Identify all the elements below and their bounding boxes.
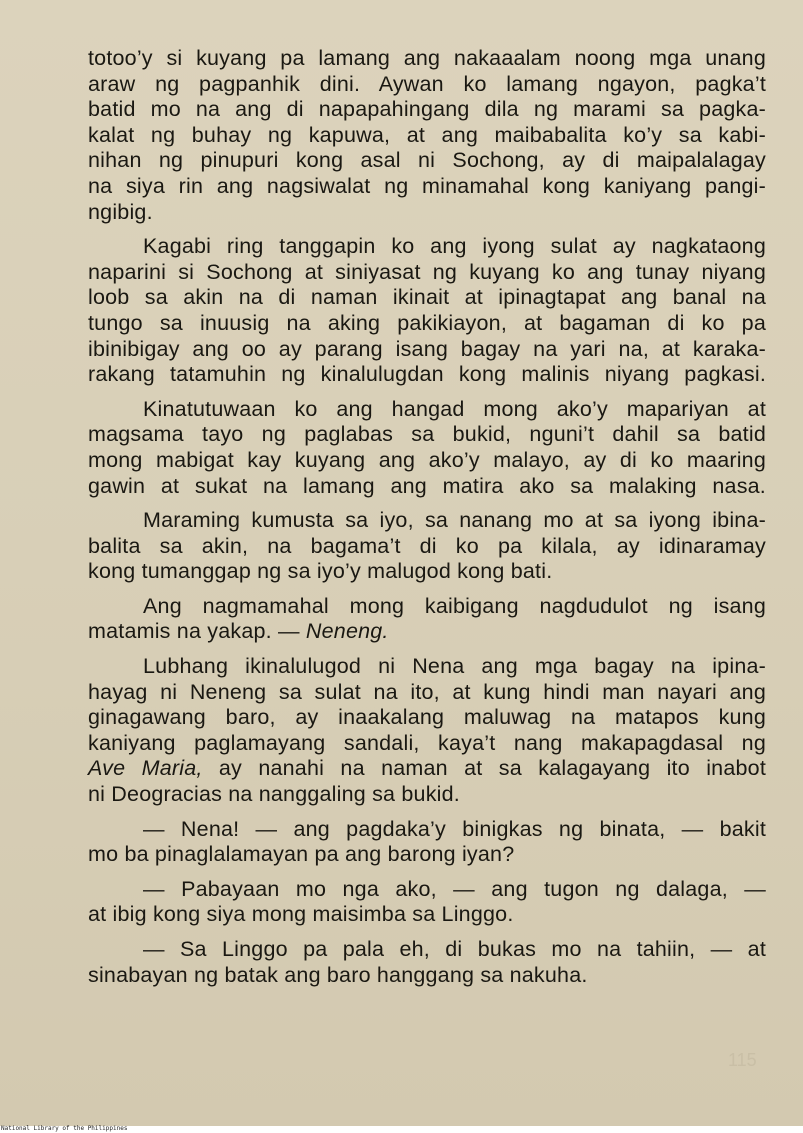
paragraph: [88, 654, 766, 808]
paragraph: [88, 594, 766, 645]
text-line: naparini si Sochong at siniyasat ng kuyang ko ang tunay niyang: [88, 259, 766, 284]
text-line: balita sa akin, na bagama’t di ko pa kilala, ay idinaramay: [88, 533, 766, 558]
text-line: ngibig.: [88, 199, 153, 224]
text-line: araw ng pagpanhik dini. Aywan ko lamang ngayon, pagka’t: [88, 71, 766, 96]
text-line: nihan ng pinupuri kong asal ni Sochong, ay di maipalalagay: [88, 148, 766, 173]
signature-lead: matamis na yakap. —: [88, 619, 300, 644]
library-footer: [0, 1126, 803, 1133]
text-line: Kagabi ring tanggapin ko ang iyong sulat ay nagkataong: [143, 234, 766, 259]
text-line: hayag ni Neneng sa sulat na ito, at kung hindi man nayari ang: [88, 679, 766, 704]
text-line: tungo sa inuusig na aking pakikiayon, at bagaman di ko pa: [88, 310, 766, 335]
text-line: ginagawang baro, ay inaakalang maluwag na matapos kung: [88, 705, 766, 730]
paragraph: [88, 937, 766, 988]
page-number: 115: [728, 1050, 757, 1070]
text-line: na siya rin ang nagsiwalat ng minamahal kong kaniyang pangi-: [88, 173, 766, 198]
text-line: ni Deogracias na nanggaling sa bukid.: [88, 782, 460, 807]
text-line: sinabayan ng batak ang baro hanggang sa nakuha.: [88, 962, 588, 987]
text-line: magsama tayo ng paglabas sa bukid, nguni’t dahil sa batid: [88, 422, 766, 447]
paragraph: [88, 397, 766, 499]
italic-phrase: Ave Maria,: [88, 756, 203, 781]
text-line: Kinatutuwaan ko ang hangad mong ako’y mapariyan at: [143, 396, 766, 421]
paragraph: [88, 234, 766, 388]
text-line: batid mo na ang di napapahingang dila ng marami sa pagka-: [88, 97, 766, 122]
text-line: [88, 756, 766, 782]
text-line: kalat ng buhay ng kapuwa, at ang maibabalita ko’y sa kabi-: [88, 122, 766, 147]
text-line: kaniyang paglamayang sandali, kaya’t nang makapagdasal ng: [88, 730, 766, 755]
text-line: kong tumanggap ng sa iyo’y malugod kong bati.: [88, 559, 553, 584]
text-line: ibinibigay ang oo ay parang isang bagay na yari na, at karaka-: [88, 336, 766, 361]
paragraph: [88, 877, 766, 928]
paragraph: [88, 46, 766, 225]
text-line: — Sa Linggo pa pala eh, di bukas mo na tahiin, — at: [143, 937, 766, 961]
text-line: gawin at sukat na lamang ang matira ako sa malaking nasa.: [88, 473, 766, 498]
library-credit: National Library of the Philippines: [1, 1125, 128, 1132]
text-line: — Pabayaan mo nga ako, — ang tugon ng dalaga, —: [143, 876, 766, 901]
text-line: rakang tatamuhin ng kinalulugdan kong malinis niyang pagkasi.: [88, 362, 766, 387]
text-line: — Nena! — ang pagdaka’y binigkas ng binata, — bakit: [143, 816, 766, 841]
text-line: at ibig kong siya mong maisimba sa Linggo.: [88, 902, 514, 927]
text-line: mong mabigat kay kuyang ang ako’y malayo, ay di ko maaring: [88, 447, 766, 472]
text-line: Lubhang ikinalulugod ni Nena ang mga bagay na ipina-: [143, 654, 766, 679]
text-line: mo ba pinaglalamayan pa ang barong iyan?: [88, 842, 515, 867]
text-line: Maraming kumusta sa iyo, sa nanang mo at sa iyong ibina-: [143, 508, 766, 533]
text-line: loob sa akin na di naman ikinait at ipinagtapat ang banal na: [88, 285, 766, 310]
signature-name: Neneng.: [305, 619, 389, 644]
signature-line: [88, 619, 766, 645]
text-line: totoo’y si kuyang pa lamang ang nakaaalam noong mga unang: [88, 46, 766, 70]
page-text: [88, 46, 766, 988]
paragraph: [88, 508, 766, 585]
text-line: Ang nagmamahal mong kaibigang nagdudulot ng isang: [143, 593, 766, 618]
paragraph: [88, 817, 766, 868]
text-fragment: ay nanahi na naman at sa kalagayang ito inabot: [218, 756, 766, 781]
